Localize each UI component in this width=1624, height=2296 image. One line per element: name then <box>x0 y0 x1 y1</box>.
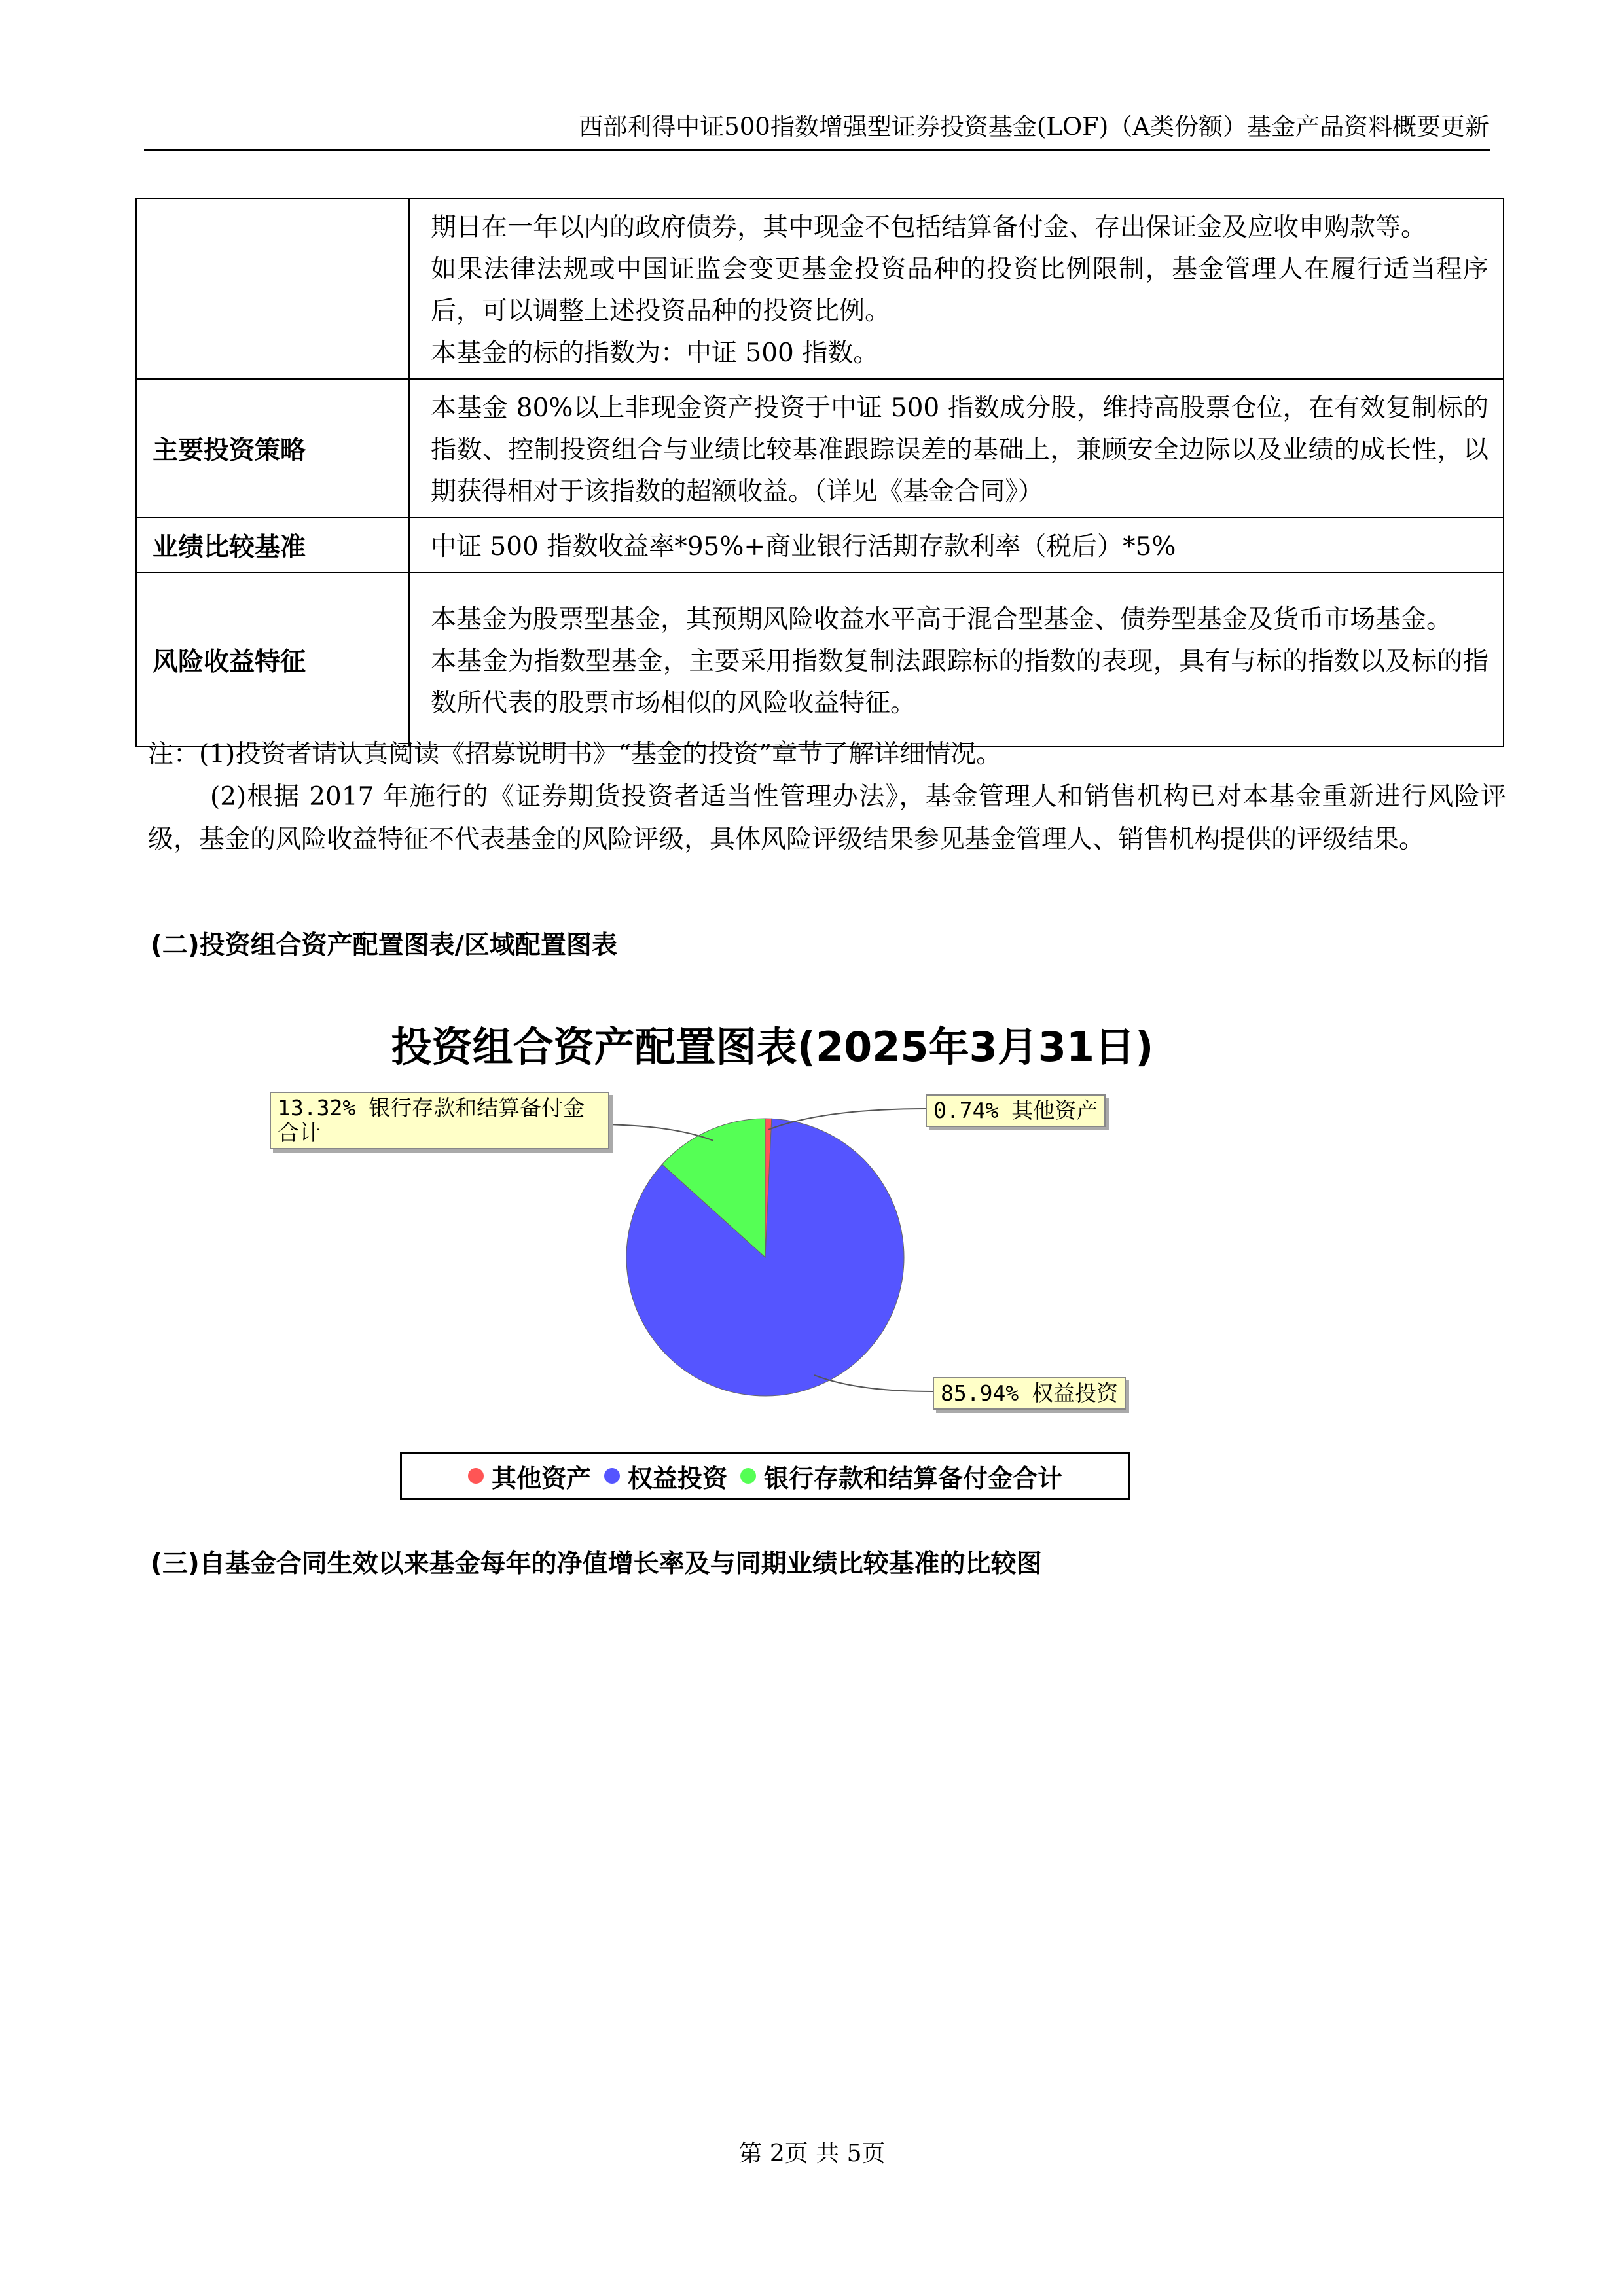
chart-title: 投资组合资产配置图表(2025年3月31日) <box>391 1023 1154 1071</box>
legend-label: 银行存款和结算备付金合计 <box>764 1463 1063 1493</box>
note-2: (2)根据 2017 年施行的《证券期货投资者适当性管理办法》，基金管理人和销售机构已对本基金重新进行风险评级，基金的风险收益特征不代表基金的风险评级，具体风险评级结果参见基金管理人、销售机构提供的评级结果。 <box>148 782 1506 854</box>
note-1: 注：(1)投资者请认真阅读《招募说明书》“基金的投资”章节了解详细情况。 <box>148 740 1002 769</box>
legend-label: 权益投资 <box>627 1463 727 1493</box>
section-2-title: (二)投资组合资产配置图表/区域配置图表 <box>151 931 617 960</box>
row-label: 主要投资策略 <box>136 379 409 518</box>
text-line: 如果法律法规或中国证监会变更基金投资品种的投资比例限制，基金管理人在履行适当程序后，可以调整上述投资品种的投资比例。 <box>431 255 1489 326</box>
callout-other-assets: 0.74% 其他资产 <box>926 1094 1106 1127</box>
legend-item <box>740 1458 1062 1494</box>
legend-item <box>468 1458 591 1494</box>
text-line: 中证 500 指数收益率*95%+商业银行活期存款利率（税后）*5% <box>431 532 1176 562</box>
text-line: 期日在一年以内的政府债券，其中现金不包括结算备付金、存出保证金及应收申购款等。 <box>431 213 1427 242</box>
text-line: 本基金的标的指数为：中证 500 指数。 <box>431 338 879 368</box>
chart-legend <box>400 1452 1130 1500</box>
legend-dot-icon <box>740 1468 756 1484</box>
legend-label: 其他资产 <box>491 1463 591 1493</box>
legend-dot-icon <box>468 1468 484 1484</box>
legend-dot-icon <box>604 1468 620 1484</box>
row-label: 风险收益特征 <box>136 573 409 747</box>
text-line: 本基金为股票型基金，其预期风险收益水平高于混合型基金、债券型基金及货币市场基金。 <box>431 605 1453 634</box>
page-footer: 第 2页 共 5页 <box>738 2140 886 2167</box>
text-line: 本基金为指数型基金，主要采用指数复制法跟踪标的指数的表现，具有与标的指数以及标的指数所代表的股票市场相似的风险收益特征。 <box>431 647 1489 718</box>
legend-item <box>604 1458 727 1494</box>
callout-equity: 85.94% 权益投资 <box>933 1377 1126 1410</box>
callout-bank-deposit: 13.32% 银行存款和结算备付金合计 <box>270 1092 609 1149</box>
section-3-title: (三)自基金合同生效以来基金每年的净值增长率及与同期业绩比较基准的比较图 <box>151 1549 1042 1579</box>
text-line: 本基金 80%以上非现金资产投资于中证 500 指数成分股，维持高股票仓位，在有效复制标的指数、控制投资组合与业绩比较基准跟踪误差的基础上，兼顾安全边际以及业绩的成长性，以期获得相对于该指数的超额收益。（详见《基金合同》） <box>431 393 1489 507</box>
row-label: 业绩比较基准 <box>136 518 409 573</box>
document-header-title: 西部利得中证500指数增强型证券投资基金(LOF)（A类份额）基金产品资料概要更新 <box>579 113 1489 141</box>
